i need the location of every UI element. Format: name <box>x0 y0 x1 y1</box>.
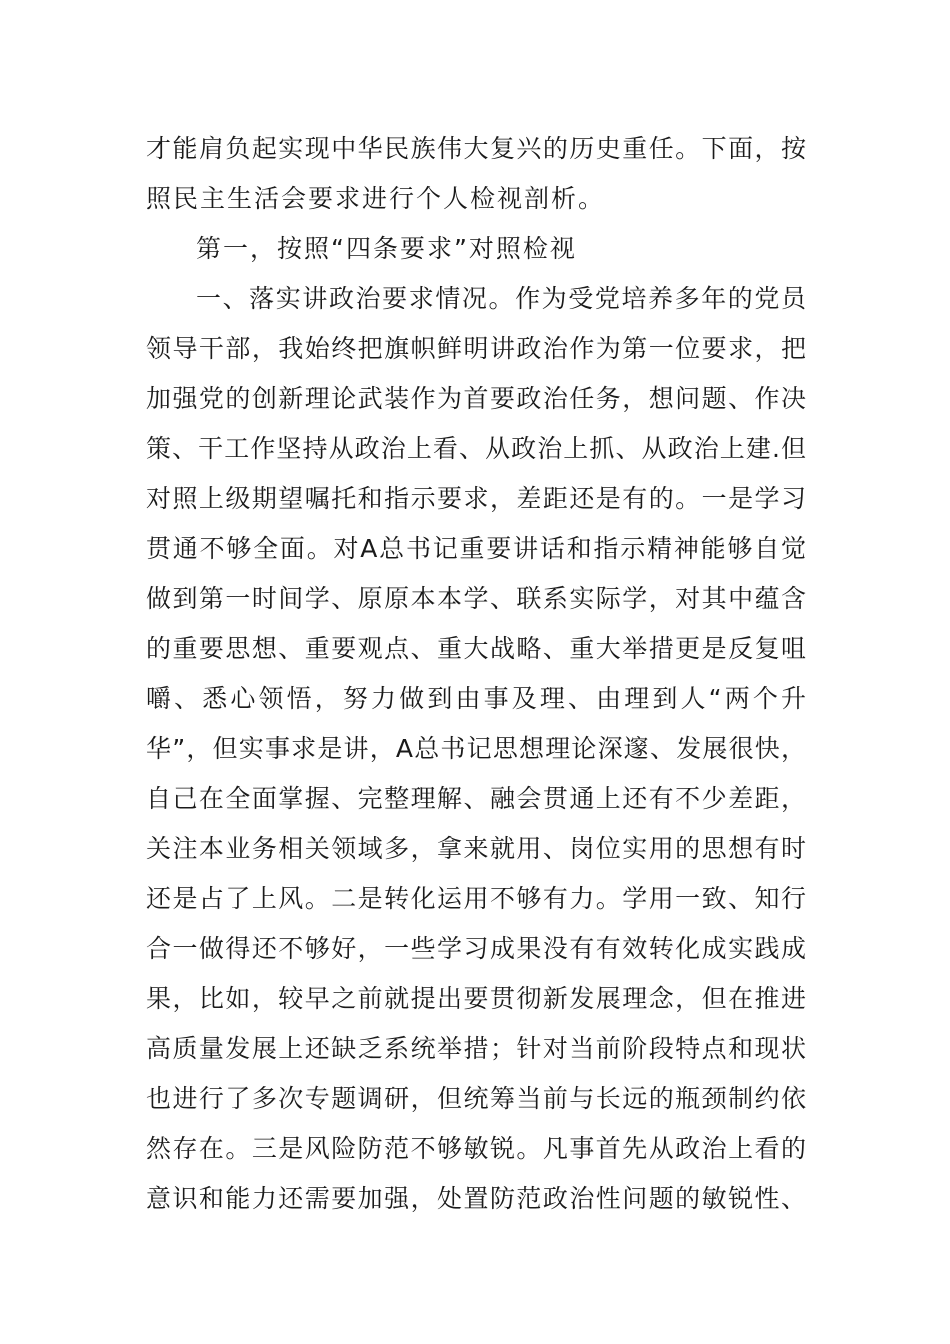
text-line: 贯通不够全面。对A总书记重要讲话和指示精神能够自觉 <box>146 534 806 563</box>
body-text <box>146 124 806 1224</box>
text-line: 领导干部，我始终把旗帜鲜明讲政治作为第一位要求，把 <box>146 334 806 363</box>
text-line: 自己在全面掌握、完整理解、融会贯通上还有不少差距， <box>146 784 806 813</box>
section-heading: 第一，按照“四条要求”对照检视 <box>196 234 577 263</box>
text-line: 对照上级期望嘱托和指示要求，差距还是有的。一是学习 <box>146 484 806 513</box>
text-line: 才能肩负起实现中华民族伟大复兴的历史重任。下面，按 <box>146 134 806 163</box>
text-line: 意识和能力还需要加强，处置防范政治性问题的敏锐性、 <box>146 1184 806 1213</box>
paragraph-first-line: 一、落实讲政治要求情况。作为受党培养多年的党员 <box>196 284 806 313</box>
text-line: 还是占了上风。二是转化运用不够有力。学用一致、知行 <box>146 884 806 913</box>
text-line: 做到第一时间学、原原本本学、联系实际学，对其中蕴含 <box>146 584 806 613</box>
text-line: 的重要思想、重要观点、重大战略、重大举措更是反复咀 <box>146 634 806 663</box>
text-line: 高质量发展上还缺乏系统举措；针对当前阶段特点和现状 <box>146 1034 806 1063</box>
text-line: 加强党的创新理论武装作为首要政治任务，想问题、作决 <box>146 384 806 413</box>
text-line: 照民主生活会要求进行个人检视剖析。 <box>146 184 606 213</box>
text-line: 然存在。三是风险防范不够敏锐。凡事首先从政治上看的 <box>146 1134 806 1163</box>
text-line: 策、干工作坚持从政治上看、从政治上抓、从政治上建.但 <box>146 434 806 463</box>
text-line: 嚼、悉心领悟，努力做到由事及理、由理到人“两个升 <box>146 684 806 713</box>
text-line: 果，比如，较早之前就提出要贯彻新发展理念，但在推进 <box>146 984 806 1013</box>
text-line: 华”，但实事求是讲，A总书记思想理论深邃、发展很快， <box>146 734 806 763</box>
text-line: 也进行了多次专题调研，但统筹当前与长远的瓶颈制约依 <box>146 1084 806 1113</box>
text-line: 合一做得还不够好，一些学习成果没有有效转化成实践成 <box>146 934 806 963</box>
text-line: 关注本业务相关领域多，拿来就用、岗位实用的思想有时 <box>146 834 806 863</box>
